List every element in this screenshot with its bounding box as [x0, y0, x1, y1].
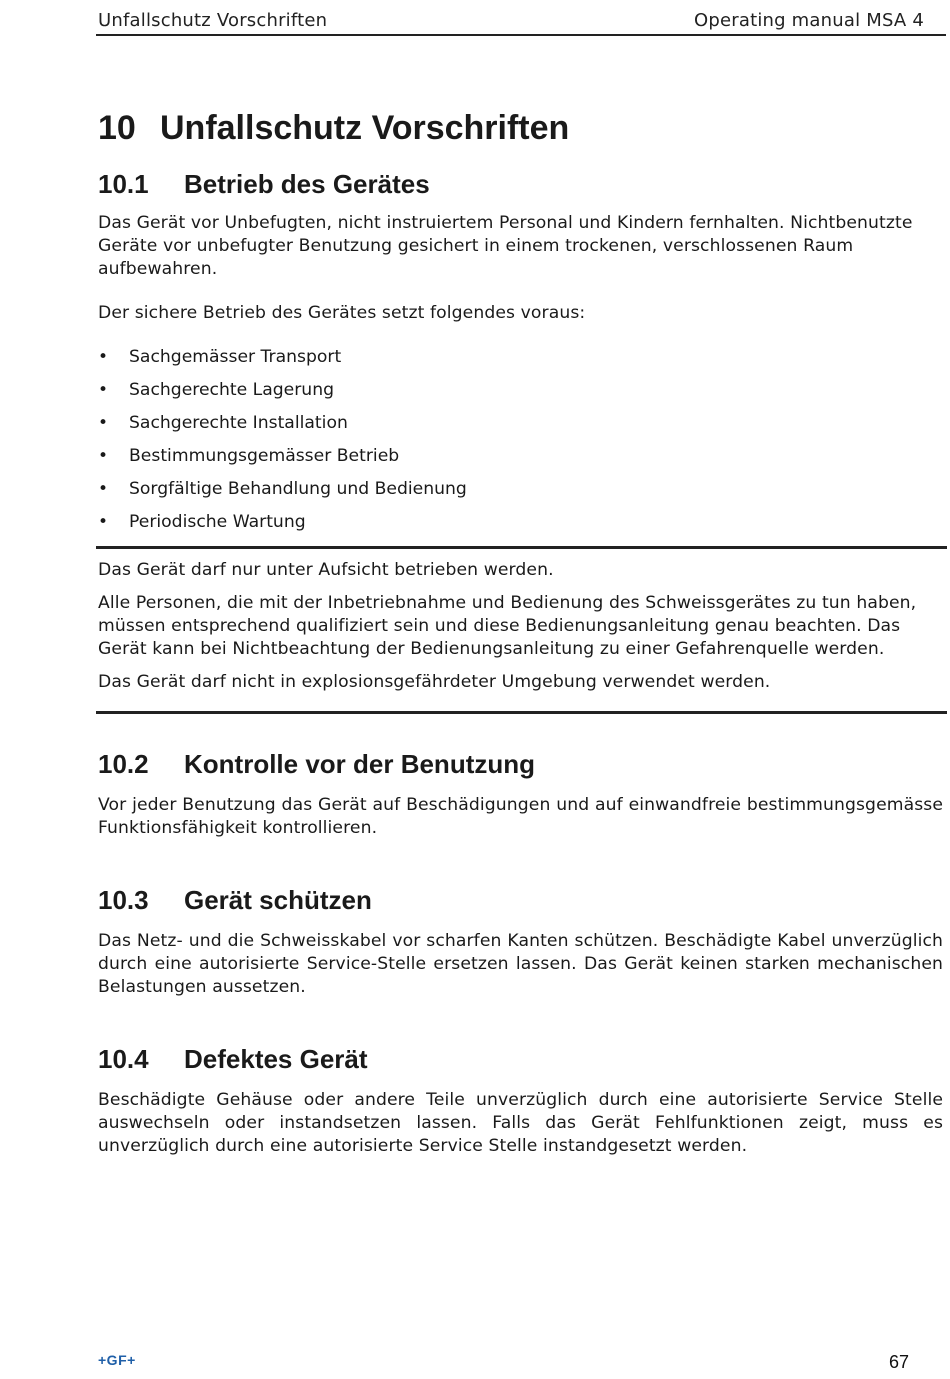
page-header: [96, 8, 946, 36]
safety-notice-text: Das Gerät darf nur unter Aufsicht betrieben werden.: [98, 560, 554, 580]
section-title: Defektes Gerät: [184, 1044, 368, 1074]
list-item: • Bestimmungsgemässer Betrieb: [98, 445, 943, 478]
header-left-title: Unfallschutz Vorschriften: [98, 10, 328, 31]
requirements-list: [98, 346, 943, 544]
chapter-title: Unfallschutz Vorschriften: [160, 109, 570, 147]
section-10-2-text: Vor jeder Benutzung das Gerät auf Beschädigungen und auf einwandfreie bestimmungsgemässe Funktionsfähigkeit kontrollieren.: [98, 795, 943, 838]
section-title: Kontrolle vor der Benutzung: [184, 749, 535, 779]
safety-notice-text: Alle Personen, die mit der Inbetriebnahme und Bedienung des Schweissgerätes zu tun haben, müssen entsprechend qualifiziert sein und diese Bedienungsanleitung genau beachten. Das Gerät kann bei Nichtbeachtung der Bedienungsanleitung zu einer Gefahrenquelle werden.: [98, 593, 917, 659]
section-title: Betrieb des Gerätes: [184, 169, 430, 199]
section-heading-10-2: [98, 748, 943, 780]
list-item: • Sachgerechte Installation: [98, 412, 943, 445]
section-10-4-text: Beschädigte Gehäuse oder andere Teile unverzüglich durch eine autorisierte Service Stelle auswechseln oder instandsetzen lassen. Falls das Gerät Fehlfunktionen zeigt, muss es unverzüglich durch eine autorisierte Service Stelle instandgesetzt werden.: [98, 1090, 943, 1156]
section-heading-10-4: [98, 1043, 943, 1075]
chapter-number: 10: [98, 109, 136, 147]
list-item: • Sachgerechte Lagerung: [98, 379, 943, 412]
list-item: • Sachgemässer Transport: [98, 346, 943, 379]
section-heading-10-1: [98, 168, 943, 200]
page-number: 67: [888, 1352, 909, 1372]
page-content: [98, 106, 943, 1158]
list-item: • Periodische Wartung: [98, 511, 943, 544]
section-number: 10.1: [98, 169, 149, 199]
section-title: Gerät schützen: [184, 885, 372, 915]
list-item: • Sorgfältige Behandlung und Bedienung: [98, 478, 943, 511]
safety-notice-box: [96, 546, 947, 714]
section-number: 10.3: [98, 885, 149, 915]
safety-notice-text: Das Gerät darf nicht in explosionsgefährdeter Umgebung verwendet werden.: [98, 672, 771, 692]
section-heading-10-3: [98, 884, 943, 916]
section-number: 10.2: [98, 749, 149, 779]
section-10-1-list-intro: Der sichere Betrieb des Gerätes setzt folgendes voraus:: [98, 303, 586, 323]
header-right-title: Operating manual MSA 4: [693, 10, 924, 31]
section-10-1-intro: Das Gerät vor Unbefugten, nicht instruiertem Personal und Kindern fernhalten. Nichtbenutzte Geräte vor unbefugter Benutzung gesichert in einem trockenen, verschlossenen Raum aufbewahren.: [98, 213, 913, 279]
gf-logo: +GF+: [98, 1352, 136, 1368]
section-10-3-text: Das Netz- und die Schweisskabel vor scharfen Kanten schützen. Beschädigte Kabel unverzüglich durch eine autorisierte Service-Stelle ersetzen lassen. Das Gerät keinen starken mechanischen Belastungen aussetzen.: [98, 931, 943, 997]
chapter-heading: [98, 106, 943, 150]
section-number: 10.4: [98, 1044, 149, 1074]
